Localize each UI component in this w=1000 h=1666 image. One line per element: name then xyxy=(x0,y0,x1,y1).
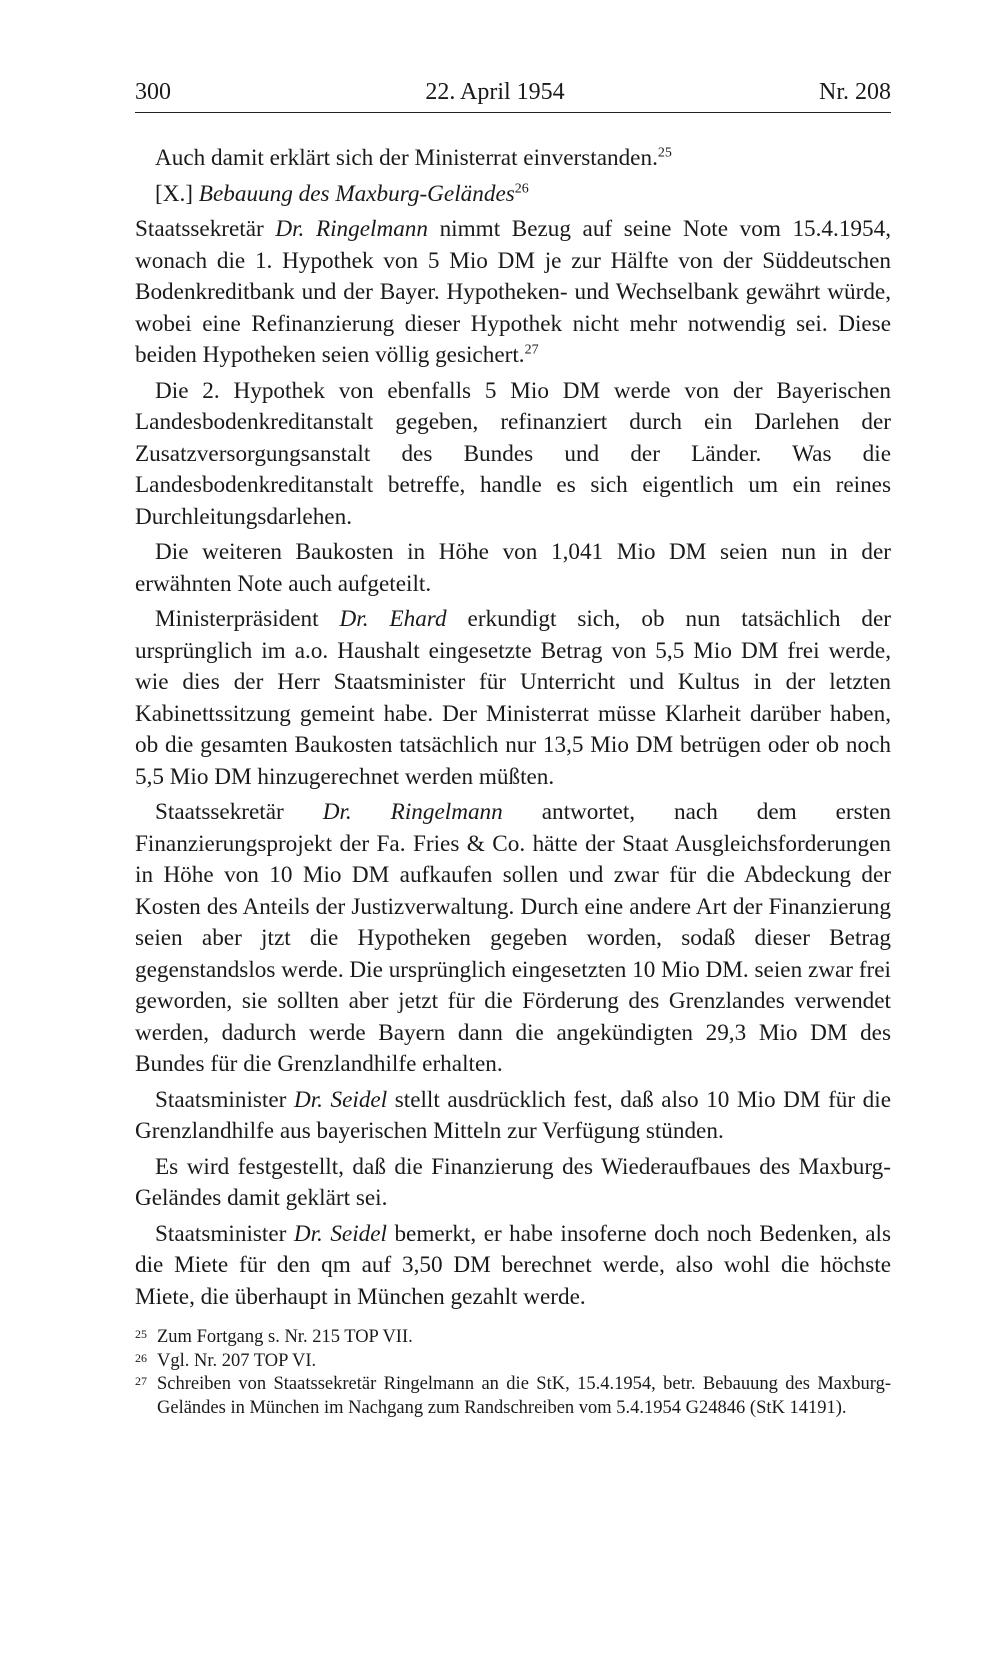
paragraph: Es wird festgestellt, daß die Finanzierung des Wiederaufbaues des Maxburg-Geländes damit geklärt sei. xyxy=(135,1153,891,1211)
footnotes xyxy=(135,1326,891,1420)
footnote-number: 26 xyxy=(135,1350,147,1365)
paragraph: Staatssekretär Dr. Ringelmann antwortet, nach dem ersten Finanzierungsprojekt der Fa. Fries & Co. hätte der Staat Ausgleichsforderungen in Höhe von 10 Mio DM aufkaufen sollen und zwar für die Abdeckung der Kosten des Anteils der Justizverwaltung. Durch eine andere Art der Finanzierung seien aber jtzt die Hypotheken gegeben worden, sodaß dieser Betrag gegenstandslos werde. Die ursprünglich eingesetzten 10 Mio DM. seien zwar frei geworden, sie sollten aber jetzt für die Förderung des Grenzlandes verwendet werden, dadurch werde Bayern dann die angekündigten 29,3 Mio DM des Bundes für die Grenzlandhilfe erhalten. xyxy=(135,799,892,1077)
section-title: Bebauung des Maxburg-Geländes xyxy=(198,180,515,207)
paragraph: Auch damit erklärt sich der Ministerrat einverstanden.$^{25}$ xyxy=(155,145,672,171)
paragraph: Die 2. Hypothek von ebenfalls 5 Mio DM werde von der Bayerischen Landesbodenkreditanstalt gegeben, refinanziert durch ein Darlehen der Zusatzversorgungsanstalt des Bundes und der Länder. Was die Landesbodenkreditanstalt betreffe, handle es sich eigentlich um ein reines Durchleitungsdarlehen. xyxy=(135,377,891,530)
speaker-name: Dr. Seidel xyxy=(293,1220,387,1247)
footnote-ref: 27 xyxy=(524,342,539,358)
footnote-ref: 25 xyxy=(657,145,672,161)
document-page xyxy=(135,78,891,1317)
page-number: 300 xyxy=(135,79,171,105)
document-number: Nr. 208 xyxy=(819,79,891,105)
footnote-ref: 26 xyxy=(514,180,529,196)
paragraph: Ministerpräsident Dr. Ehard erkundigt sich, ob nun tatsächlich der ursprünglich im a.o. Haushalt eingesetzte Betrag von 5,5 Mio DM frei werde, wie dies der Herr Staatsminister für Unterricht und Kultus in der letzten Kabinettssitzung gemeint habe. Der Ministerrat müsse Klarheit darüber haben, ob die gesamten Baukosten tatsächlich nur 13,5 Mio DM betrügen oder ob noch 5,5 Mio DM hinzugerechnet werden müßten. xyxy=(135,606,891,790)
body-text xyxy=(135,143,891,1313)
footnote xyxy=(135,1326,891,1350)
footnote-number: 25 xyxy=(135,1327,147,1341)
speaker-name: Dr. Ringelmann xyxy=(322,799,503,825)
paragraph: Staatsminister Dr. Seidel stellt ausdrücklich fest, daß also 10 Mio DM für die Grenzlandhilfe aus bayerischen Mitteln zur Verfügung stünden. xyxy=(135,1086,892,1144)
speaker-name: Dr. Ehard xyxy=(339,606,447,632)
paragraph: Staatsminister Dr. Seidel bemerkt, er habe insoferne doch noch Bedenken, als die Miete für den qm auf 3,50 DM berechnet werde, also wohl die höchste Miete, die überhaupt in München gezahlt werde. xyxy=(135,1220,891,1310)
footnote-text: Zum Fortgang s. Nr. 215 TOP VII. xyxy=(157,1327,413,1347)
section-heading: [X.] Bebauung des Maxburg-Geländes$^{26}$ xyxy=(155,180,529,207)
speaker-name: Dr. Ringelmann xyxy=(275,216,428,242)
footnote xyxy=(135,1350,891,1374)
speaker-name: Dr. Seidel xyxy=(293,1086,388,1113)
footnote-text: Vgl. Nr. 207 TOP VI. xyxy=(157,1350,317,1371)
footnote-number: 27 xyxy=(135,1374,147,1388)
footnote-text: Schreiben von Staatssekretär Ringelmann an die StK, 15.4.1954, betr. Bebauung des Maxburg-Geländes in München im Nachgang zum Randschreiben vom 5.4.1954 G24846 (StK 14191). xyxy=(157,1374,891,1418)
footnote xyxy=(135,1373,891,1420)
paragraph: Staatssekretär Dr. Ringelmann nimmt Bezug auf seine Note vom 15.4.1954, wonach die 1. Hypothek von 5 Mio DM je zur Hälfte von der Süddeutschen Bodenkreditbank und der Bayer. Hypotheken- und Wechselbank gewährt würde, wobei eine Refinanzierung dieser Hypothek nicht mehr notwendig sei. Diese beiden Hypotheken seien völlig gesichert.$^{27}$ xyxy=(135,216,891,368)
header-date: 22. April 1954 xyxy=(425,79,565,105)
paragraph: Die weiteren Baukosten in Höhe von 1,041 Mio DM seien nun in der erwähnten Note auch aufgeteilt. xyxy=(135,539,891,597)
running-header xyxy=(135,78,891,113)
